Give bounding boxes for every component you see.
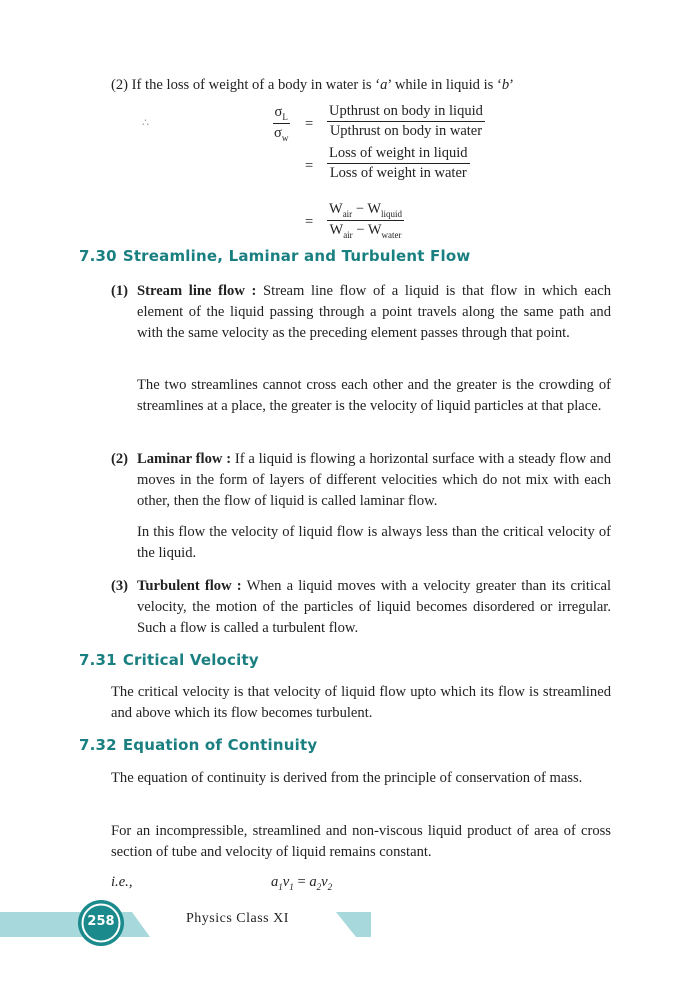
footer-band-left xyxy=(0,912,150,937)
streamline-extra-paragraph: The two streamlines cannot cross each other and the greater is the crowding of streamlines at a place, the greater is the velocity of liquid particles at that place. xyxy=(137,377,611,414)
ie-label: i.e., xyxy=(111,874,133,890)
equation-2 xyxy=(327,145,470,182)
book-title: Physics Class XI xyxy=(186,911,289,926)
eq2-numerator: Loss of weight in liquid xyxy=(327,145,470,164)
eq3-numerator: $W_{air} - W_{liquid}$ xyxy=(329,201,403,219)
item-laminar-flow: (2) Laminar flow : If a liquid is flowing a horizontal surface with a steady flow and moves in the form of layers of different velocities which do not mix with each other, then the flow of liquid is called laminar flow. xyxy=(111,451,611,509)
eq2-denominator: Loss of weight in water xyxy=(329,165,467,181)
intro-line: (2) If the loss of weight of a body in water is ‘a’ while in liquid is ‘b’ xyxy=(111,77,515,93)
equals-1: = xyxy=(305,116,314,132)
equals-3: = xyxy=(305,214,314,230)
lhs-numerator: $\sigma_L$ xyxy=(274,104,288,122)
laminar-extra-paragraph: In this flow the velocity of liquid flow is always less than the critical velocity of the liquid. xyxy=(137,524,611,561)
section-heading-7-31: 7.31 Critical Velocity xyxy=(79,651,259,669)
equation-3 xyxy=(327,201,404,240)
section-heading-7-32: 7.32 Equation of Continuity xyxy=(79,736,318,754)
lhs-fraction xyxy=(272,104,290,143)
continuity-equation: $a_1v_1 = a_2v_2$ xyxy=(271,874,333,892)
footer-band-right xyxy=(336,912,371,937)
lhs-denominator: $\sigma_w$ xyxy=(274,124,289,143)
eq3-denominator: $W_{air} - W_{water}$ xyxy=(329,221,402,240)
page-number: 258 xyxy=(87,914,115,929)
equals-2: = xyxy=(305,158,314,174)
eq1-numerator: Upthrust on body in liquid xyxy=(327,103,485,122)
section-heading-7-30: 7.30 Streamline, Laminar and Turbulent Flow xyxy=(79,247,471,265)
continuity-paragraph-2: For an incompressible, streamlined and non-viscous liquid product of area of cross section of tube and velocity of liquid remains constant. xyxy=(111,823,611,860)
equation-1 xyxy=(327,103,485,140)
critical-velocity-paragraph: The critical velocity is that velocity of liquid flow upto which its flow is streamlined and above which its flow becomes turbulent. xyxy=(111,684,611,721)
eq1-denominator: Upthrust on body in water xyxy=(329,123,483,139)
therefore-symbol: ∴ xyxy=(142,117,149,129)
item-streamline-flow: (1) Stream line flow : Stream line flow of a liquid is that flow in which each element of the liquid passing through a point travels along the same path and with the same velocity as the preceding element passes through that point. xyxy=(111,283,611,341)
item-turbulent-flow: (3) Turbulent flow : When a liquid moves with a velocity greater than its critical velocity, the motion of the particles of liquid becomes disordered or irregular. Such a flow is called a turbulent flow. xyxy=(111,578,612,636)
continuity-paragraph-1: The equation of continuity is derived from the principle of conservation of mass. xyxy=(111,770,583,786)
